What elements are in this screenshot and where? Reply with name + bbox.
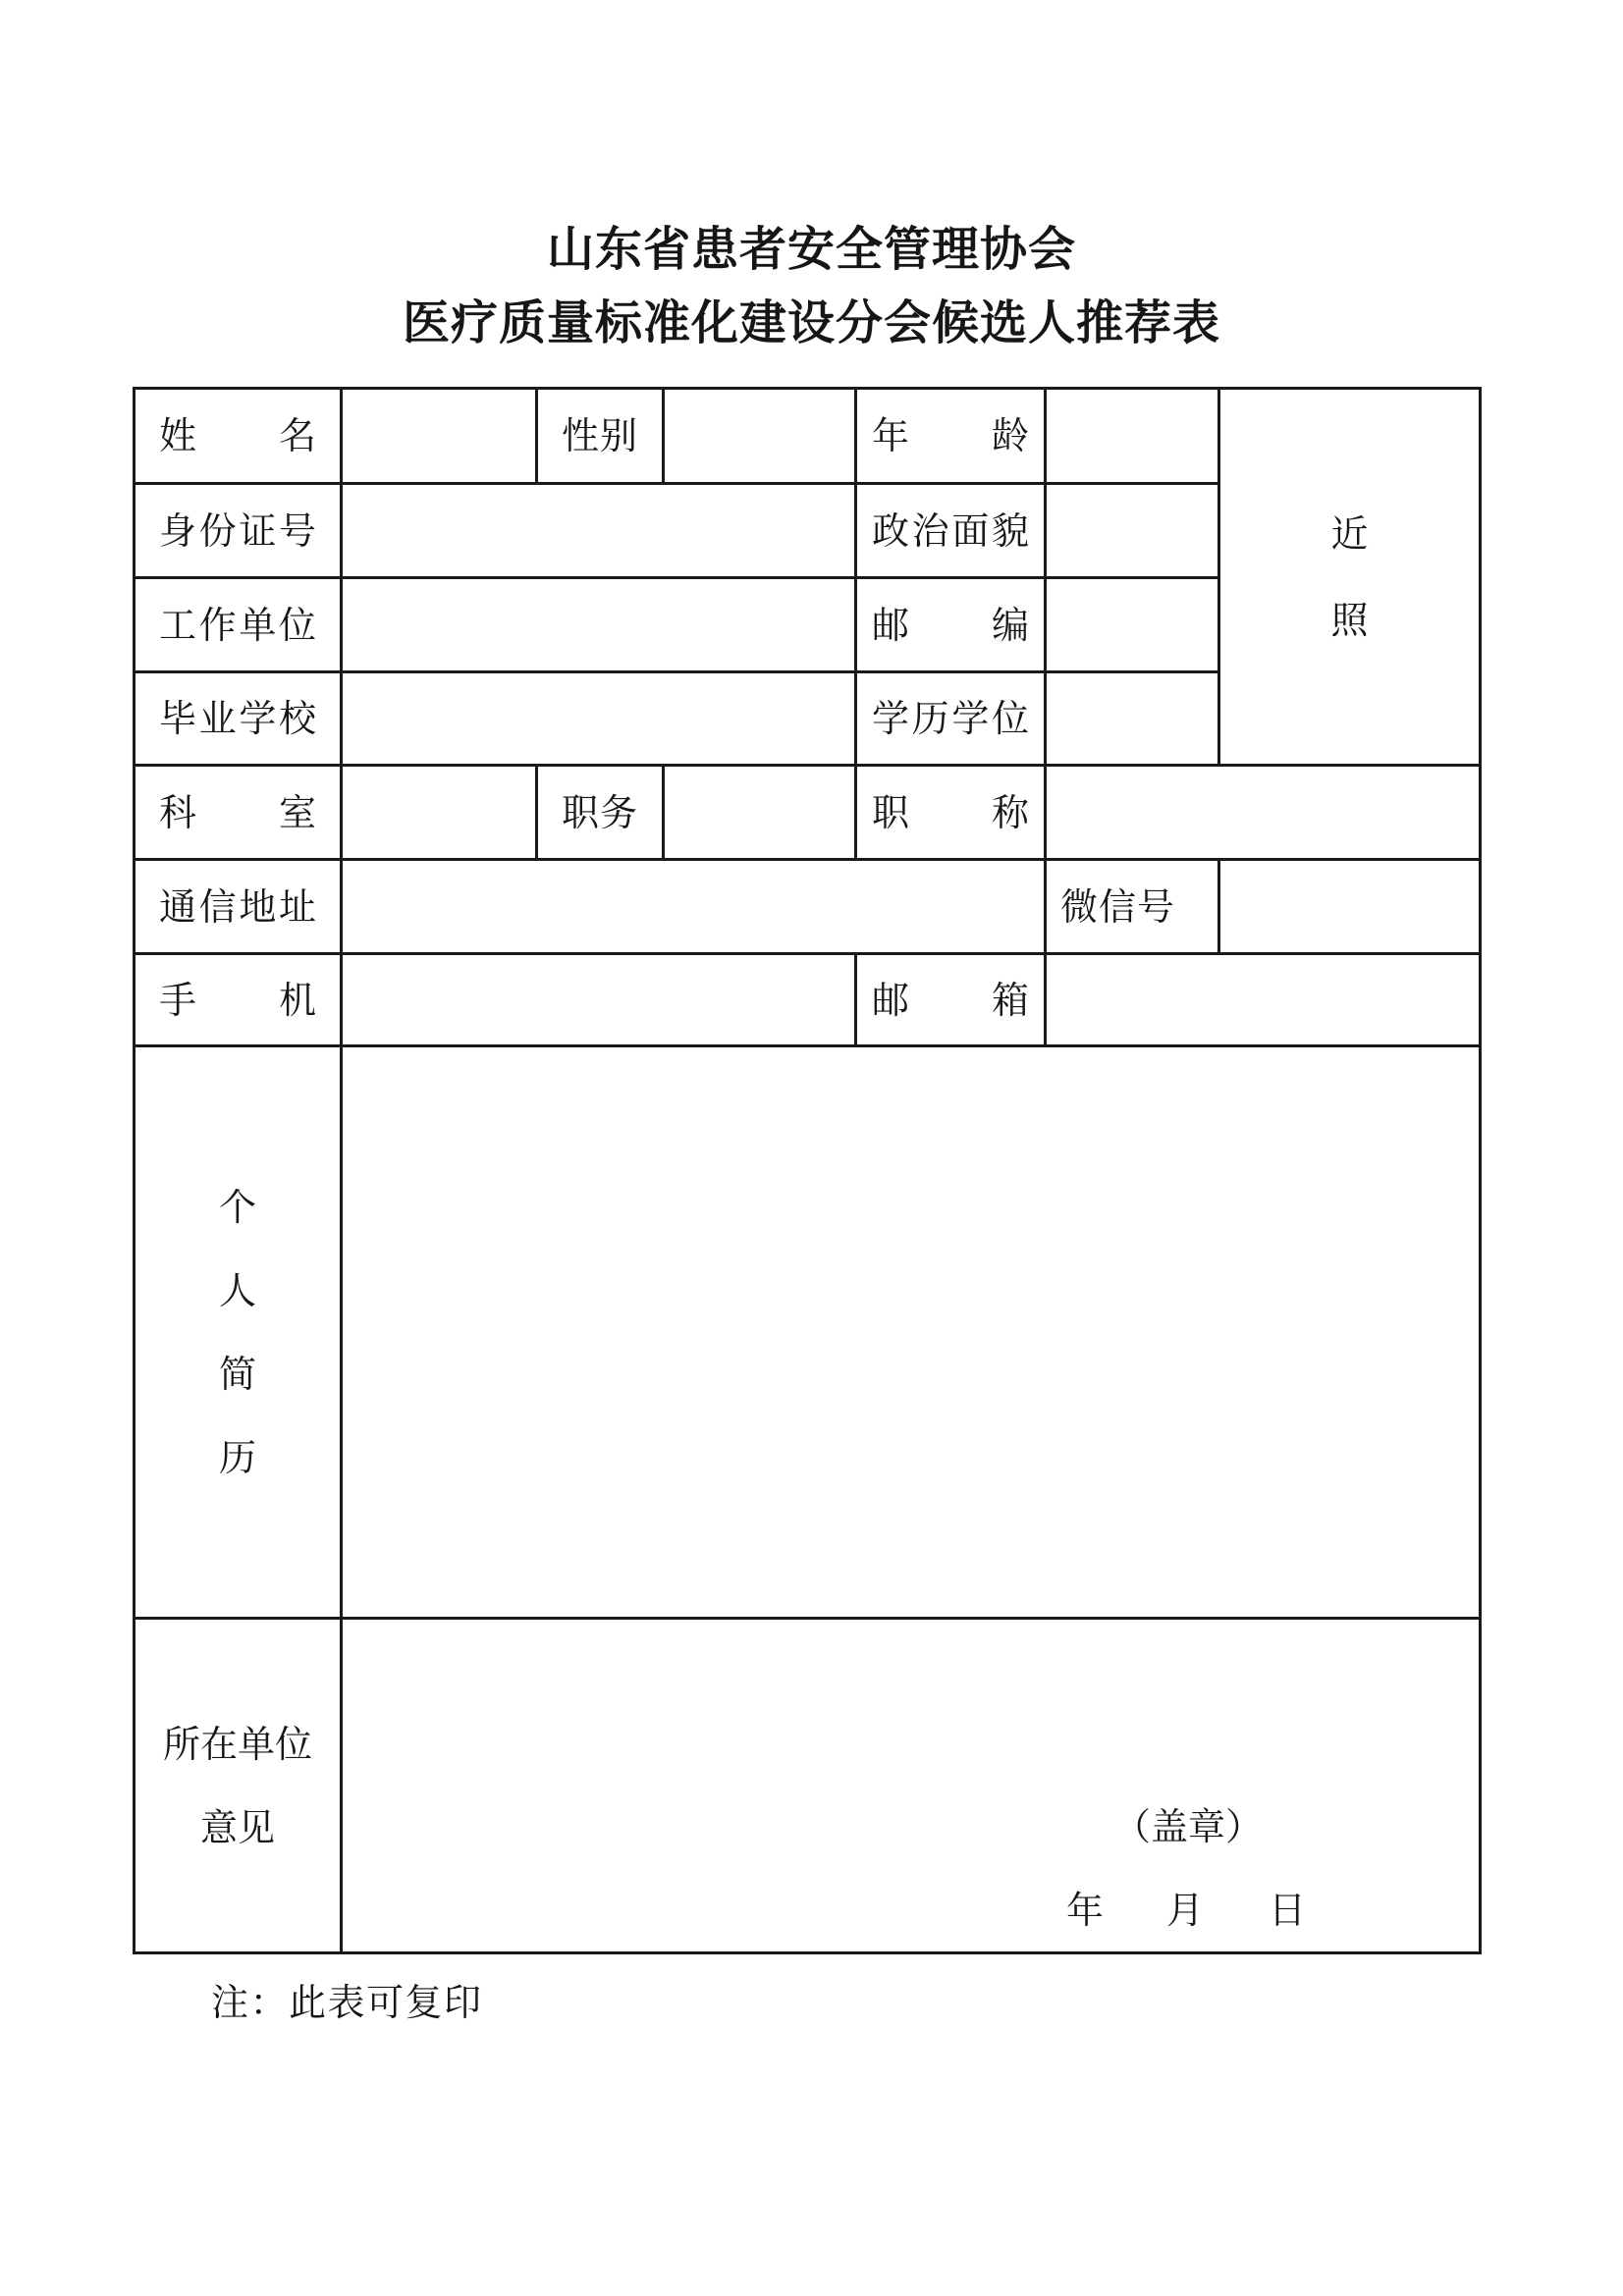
resume-value-cell — [343, 1047, 1479, 1617]
gender-label: 性别 — [561, 414, 638, 457]
gender-value-cell — [665, 390, 854, 482]
wechat-value-cell — [1220, 861, 1479, 952]
wechat-label: 微信号 — [1060, 884, 1176, 929]
label-character: 通 — [159, 884, 197, 929]
label-character: 作 — [198, 603, 237, 647]
employer-label — [159, 603, 316, 647]
label-character: 学 — [239, 697, 277, 740]
age-label — [872, 414, 1029, 457]
address-value-cell — [343, 861, 1044, 952]
id-number-value-cell — [343, 485, 854, 576]
label-character: 名 — [278, 414, 316, 457]
label-character: 校 — [278, 697, 316, 740]
id-number-label — [159, 508, 316, 553]
address-label-cell — [135, 861, 340, 952]
label-character: 号 — [278, 508, 316, 553]
label-character: 身 — [159, 508, 197, 553]
recommendation-form-table — [133, 387, 1482, 1954]
label-character: 称 — [991, 790, 1029, 834]
position-value-cell — [665, 767, 854, 858]
resume-label-cell — [135, 1047, 340, 1617]
label-character: 证 — [239, 508, 277, 553]
professional-title-label — [872, 790, 1029, 834]
label-character: 年 — [872, 414, 910, 457]
label-character: 室 — [278, 790, 316, 834]
department-label — [159, 790, 316, 834]
document-title-line2: 医疗质量标准化建设分会候选人推荐表 — [402, 295, 1220, 350]
label-character: 手 — [159, 978, 197, 1022]
photo-label — [1330, 511, 1369, 642]
age-value-cell — [1047, 390, 1217, 482]
label-character: 位 — [278, 603, 316, 647]
label-character: 照 — [1330, 598, 1369, 642]
label-character: 职 — [872, 790, 910, 834]
unit-opinion-label-cell — [135, 1620, 340, 1951]
email-label-cell — [857, 955, 1044, 1044]
political-status-value-cell — [1047, 485, 1217, 576]
age-label-cell — [857, 390, 1044, 482]
label-character: 址 — [278, 884, 316, 929]
label-character: 历 — [218, 1435, 256, 1479]
school-label — [159, 697, 316, 740]
resume-label — [218, 1185, 256, 1479]
label-character: 学 — [951, 697, 990, 740]
unit-opinion-label-line1: 所在单位 — [162, 1722, 312, 1766]
label-character: 龄 — [991, 414, 1029, 457]
label-character: 业 — [198, 697, 237, 740]
mobile-label — [159, 978, 316, 1022]
label-character: 学 — [872, 697, 910, 740]
label-character: 貌 — [991, 508, 1029, 553]
degree-label-cell — [857, 673, 1044, 764]
label-character: 单 — [239, 603, 277, 647]
political-status-label-cell — [857, 485, 1044, 576]
mobile-value-cell — [343, 955, 854, 1044]
position-label-cell — [538, 767, 662, 858]
postal-code-label — [872, 603, 1029, 647]
label-character: 近 — [1330, 511, 1369, 556]
unit-opinion-value-cell — [343, 1620, 1479, 1951]
unit-opinion-label — [162, 1722, 312, 1849]
seal-label: （盖章） — [1112, 1805, 1263, 1848]
department-label-cell — [135, 767, 340, 858]
label-character: 简 — [218, 1352, 256, 1396]
label-character: 信 — [198, 884, 237, 929]
name-label — [159, 414, 316, 457]
label-character: 编 — [991, 603, 1029, 647]
email-value-cell — [1047, 955, 1479, 1044]
unit-opinion-label-line2: 意见 — [199, 1805, 275, 1849]
date-month-label: 月 — [1165, 1889, 1204, 1932]
label-character: 科 — [159, 790, 197, 834]
employer-label-cell — [135, 579, 340, 670]
label-character: 个 — [218, 1185, 256, 1229]
label-character: 历 — [911, 697, 949, 740]
employer-value-cell — [343, 579, 854, 670]
footnote: 注：此表可复印 — [211, 1981, 483, 2024]
label-character: 邮 — [872, 978, 910, 1022]
name-value-cell — [343, 390, 535, 482]
date-year-label: 年 — [1065, 1889, 1104, 1932]
label-character: 人 — [218, 1268, 256, 1312]
document-title-line1: 山东省患者安全管理协会 — [546, 222, 1076, 277]
label-character: 位 — [991, 697, 1029, 740]
professional-title-label-cell — [857, 767, 1044, 858]
label-character: 箱 — [991, 978, 1029, 1022]
gender-label-cell — [538, 390, 662, 482]
label-character: 份 — [198, 508, 237, 553]
address-label — [159, 884, 316, 929]
photo-cell — [1220, 390, 1479, 764]
date-day-label: 日 — [1268, 1889, 1306, 1932]
position-label: 职务 — [561, 790, 638, 834]
degree-label — [872, 697, 1029, 740]
label-character: 毕 — [159, 697, 197, 740]
label-character: 面 — [951, 508, 990, 553]
degree-value-cell — [1047, 673, 1217, 764]
label-character: 治 — [911, 508, 949, 553]
mobile-label-cell — [135, 955, 340, 1044]
label-character: 工 — [159, 603, 197, 647]
label-character: 机 — [278, 978, 316, 1022]
wechat-label-cell — [1047, 861, 1217, 952]
label-character: 政 — [872, 508, 910, 553]
email-label — [872, 978, 1029, 1022]
name-label-cell — [135, 390, 340, 482]
school-value-cell — [343, 673, 854, 764]
postal-code-value-cell — [1047, 579, 1217, 670]
school-label-cell — [135, 673, 340, 764]
professional-title-value-cell — [1047, 767, 1479, 858]
id-number-label-cell — [135, 485, 340, 576]
label-character: 姓 — [159, 414, 197, 457]
political-status-label — [872, 508, 1029, 553]
label-character: 邮 — [872, 603, 910, 647]
department-value-cell — [343, 767, 535, 858]
postal-code-label-cell — [857, 579, 1044, 670]
label-character: 地 — [239, 884, 277, 929]
